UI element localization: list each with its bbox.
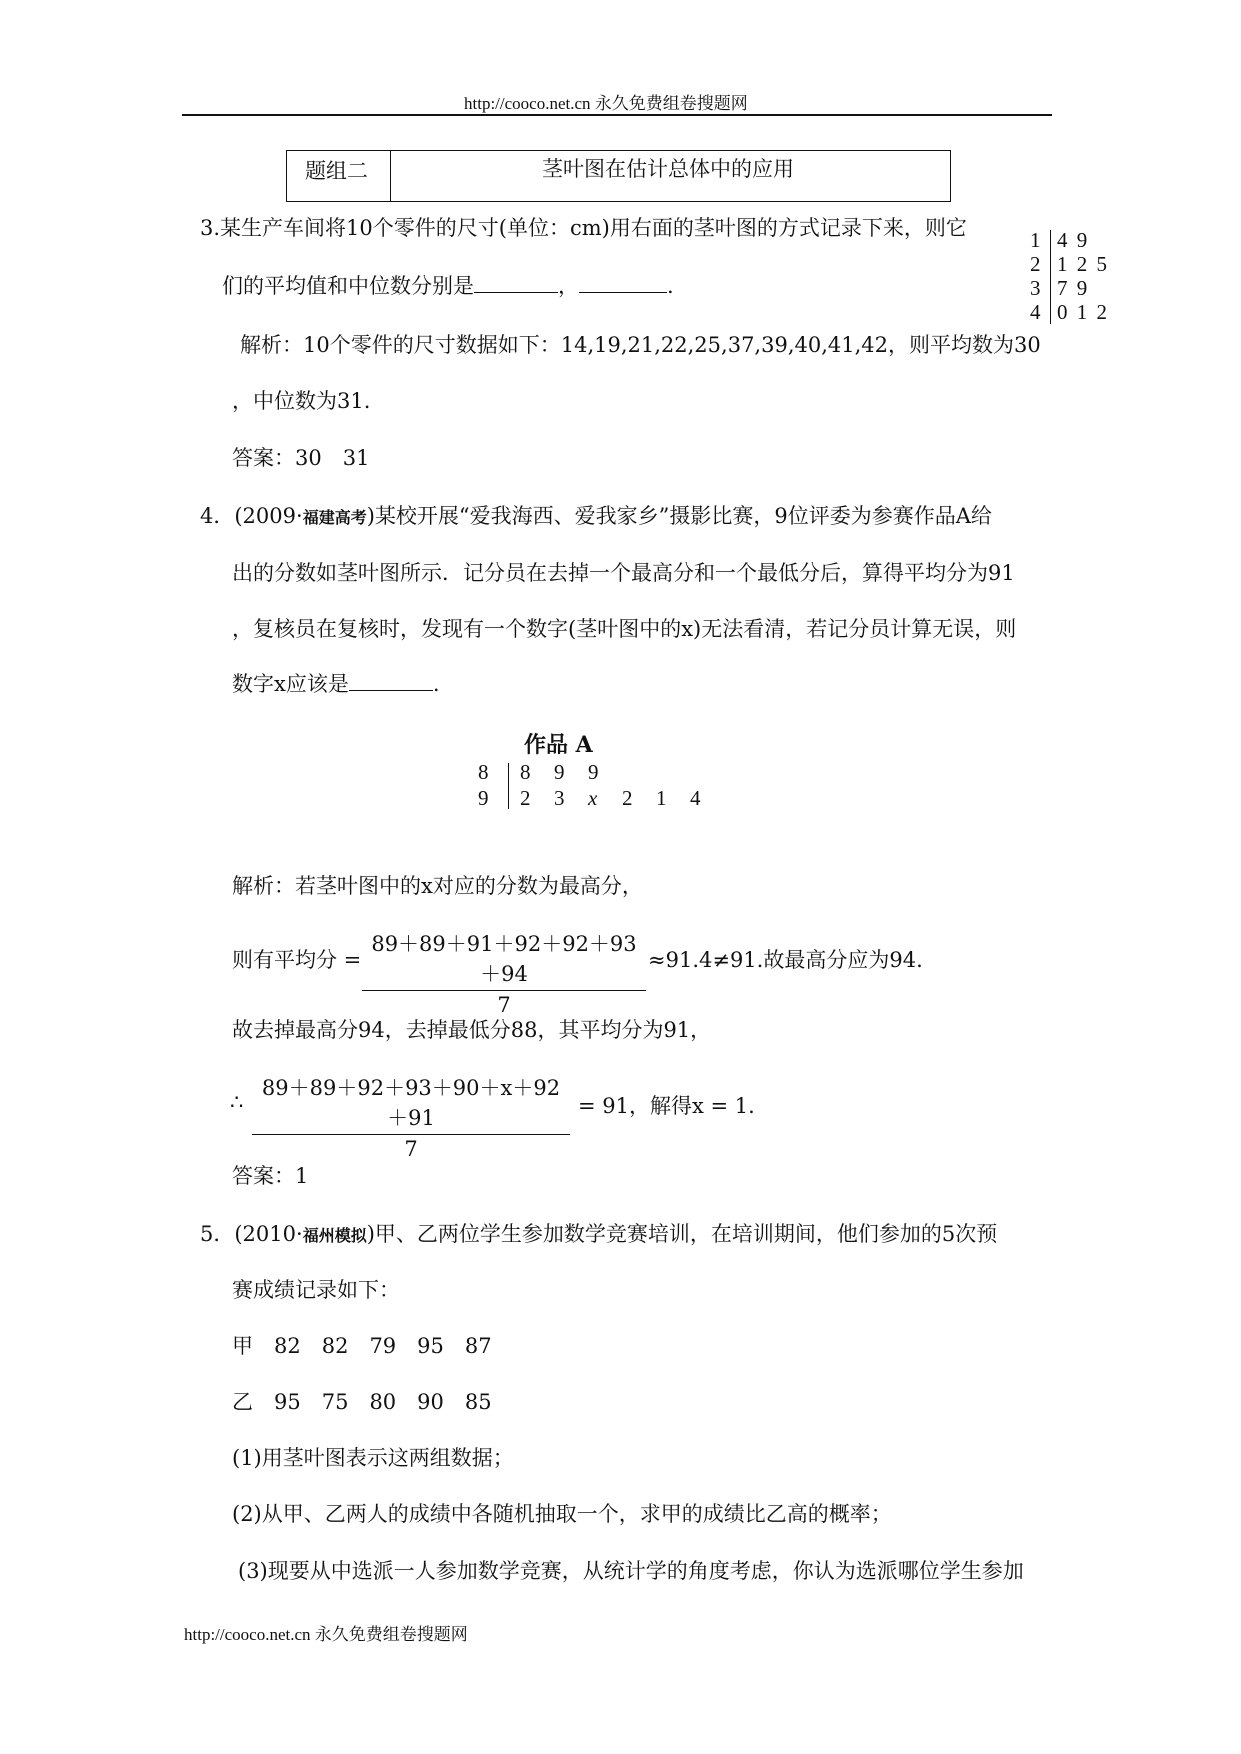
group-label: 题组二 <box>305 159 368 183</box>
q5-jia-scores: 甲 82 82 79 95 87 <box>232 1334 492 1358</box>
q3-stem: 1 <box>1030 228 1041 252</box>
q3-stem: 4 <box>1030 300 1041 324</box>
q3-stem-row <box>1030 276 1041 301</box>
q3-period: . <box>667 274 674 298</box>
q4-frac1-denominator: 7 <box>497 993 511 1017</box>
q3-leaves-row <box>1057 276 1087 301</box>
q5-source: 福州模拟 <box>302 1226 367 1245</box>
q4-line4-text: 数字x应该是 <box>232 672 349 696</box>
group-table <box>286 150 951 202</box>
q4-text: )某校开展“爱我海西、爱我家乡”摄影比赛，9位评委为参赛作品A给 <box>366 504 992 528</box>
q4-chart-title: 作品 A <box>524 732 593 758</box>
q3-leaves-row <box>1057 252 1107 277</box>
q3-stem-row <box>1030 252 1041 277</box>
q4-stem: 9 <box>478 786 489 810</box>
q4-line4-period: . <box>432 672 440 696</box>
q4-leaf: 2 <box>520 786 531 810</box>
q3-stem-row <box>1030 300 1041 325</box>
group-title: 茎叶图在估计总体中的应用 <box>542 157 794 181</box>
q4-leaf: 9 <box>554 760 565 784</box>
q5-part2: (2)从甲、乙两人的成绩中各随机抽取一个，求甲的成绩比乙高的概率； <box>232 1502 892 1526</box>
q4-leaf: 1 <box>656 786 667 810</box>
q5-line1 <box>200 1218 997 1248</box>
q3-stem-row <box>1030 228 1041 253</box>
q4-leaf: 8 <box>520 760 531 784</box>
q4-leaf: 4 <box>690 786 701 810</box>
q3-analysis-line1: 解析：10个零件的尺寸数据如下：14,19,21,22,25,37,39,40,41,42，则平均数为30 <box>240 333 1041 357</box>
q5-text: )甲、乙两位学生参加数学竞赛培训，在培训期间，他们参加的5次预 <box>366 1222 998 1246</box>
q3-leaves: 4 9 <box>1057 228 1088 252</box>
q4-frac1-bar <box>362 990 646 991</box>
q4-frac2-numerator: 89＋89＋92＋93＋90＋x＋92＋91 <box>261 1076 561 1130</box>
q4-leaves-row-8 <box>520 760 622 785</box>
q4-avg-suffix: ≈91.4≠91.故最高分应为94. <box>648 948 923 972</box>
q4-leaves-row-9 <box>520 786 724 811</box>
q3-line1: 3.某生产车间将10个零件的尺寸(单位：cm)用右面的茎叶图的方式记录下来，则它 <box>200 216 967 240</box>
q4-answer: 答案：1 <box>232 1164 309 1188</box>
group-label-cell <box>287 151 391 201</box>
q3-stem: 3 <box>1030 276 1041 300</box>
q3-line2-text: 们的平均值和中位数分别是 <box>222 274 474 298</box>
q4-line2: 出的分数如茎叶图所示．记分员在去掉一个最高分和一个最低分后，算得平均分为91 <box>232 561 1015 585</box>
q4-leaf: 2 <box>622 786 633 810</box>
q4-leaf: 9 <box>588 760 599 784</box>
q4-line1 <box>200 500 992 530</box>
q5-line2: 赛成绩记录如下： <box>232 1278 400 1302</box>
q5-part3: (3)现要从中选派一人参加数学竞赛，从统计学的角度考虑，你认为选派哪位学生参加 <box>238 1559 1024 1583</box>
q3-leaves: 1 2 5 <box>1057 252 1107 276</box>
q3-leaves: 7 9 <box>1057 276 1088 300</box>
q4-avg-prefix: 则有平均分 = <box>232 948 362 972</box>
page-header: http://cooco.net.cn 永久免费组卷搜题网 <box>464 94 748 113</box>
q3-leaves-row <box>1057 300 1107 325</box>
q4-fraction-2 <box>252 1072 570 1161</box>
q4-year: 4．(2009· <box>200 504 303 528</box>
q4-frac1-numerator: 89＋89＋91＋92＋92＋93＋94 <box>371 932 637 986</box>
q4-frac2-bar <box>252 1134 570 1135</box>
q4-blank-x[interactable] <box>349 672 433 691</box>
q5-year: 5．(2010· <box>200 1222 303 1246</box>
header-rule <box>182 114 1052 116</box>
q4-fraction-1 <box>362 928 646 1017</box>
q3-analysis-line2: ，中位数为31. <box>232 389 371 413</box>
q3-comma: ， <box>558 274 579 298</box>
q5-part1: (1)用茎叶图表示这两组数据； <box>232 1446 514 1470</box>
q4-stem-divider <box>508 763 509 809</box>
q5-yi-scores: 乙 95 75 80 90 85 <box>232 1390 492 1414</box>
q4-therefore: ∴ <box>230 1090 244 1114</box>
q4-solve-suffix: = 91，解得x = 1. <box>578 1094 755 1118</box>
q3-blank-mean[interactable] <box>474 274 558 293</box>
q3-stem: 2 <box>1030 252 1041 276</box>
q4-frac2-denominator: 7 <box>404 1137 418 1161</box>
q3-leaves-row <box>1057 228 1087 253</box>
q4-analysis-line1: 解析：若茎叶图中的x对应的分数为最高分， <box>232 874 643 898</box>
q3-line2 <box>222 270 674 300</box>
page-footer: http://cooco.net.cn 永久免费组卷搜题网 <box>184 1625 468 1644</box>
q3-leaves: 0 1 2 <box>1057 300 1107 324</box>
q4-source: 福建高考 <box>302 508 367 527</box>
q4-line4 <box>232 668 440 698</box>
q4-line3: ，复核员在复核时，发现有一个数字(茎叶图中的x)无法看清，若记分员计算无误，则 <box>232 617 1017 641</box>
q3-answer: 答案：30 31 <box>232 446 370 470</box>
q4-stem: 8 <box>478 760 489 784</box>
q4-analysis-line3: 故去掉最高分94，去掉最低分88，其平均分为91， <box>232 1018 712 1042</box>
q3-stem-divider <box>1050 230 1051 324</box>
q4-leaf: x <box>588 786 598 810</box>
q4-leaf: 3 <box>554 786 565 810</box>
q3-blank-median[interactable] <box>579 274 667 293</box>
